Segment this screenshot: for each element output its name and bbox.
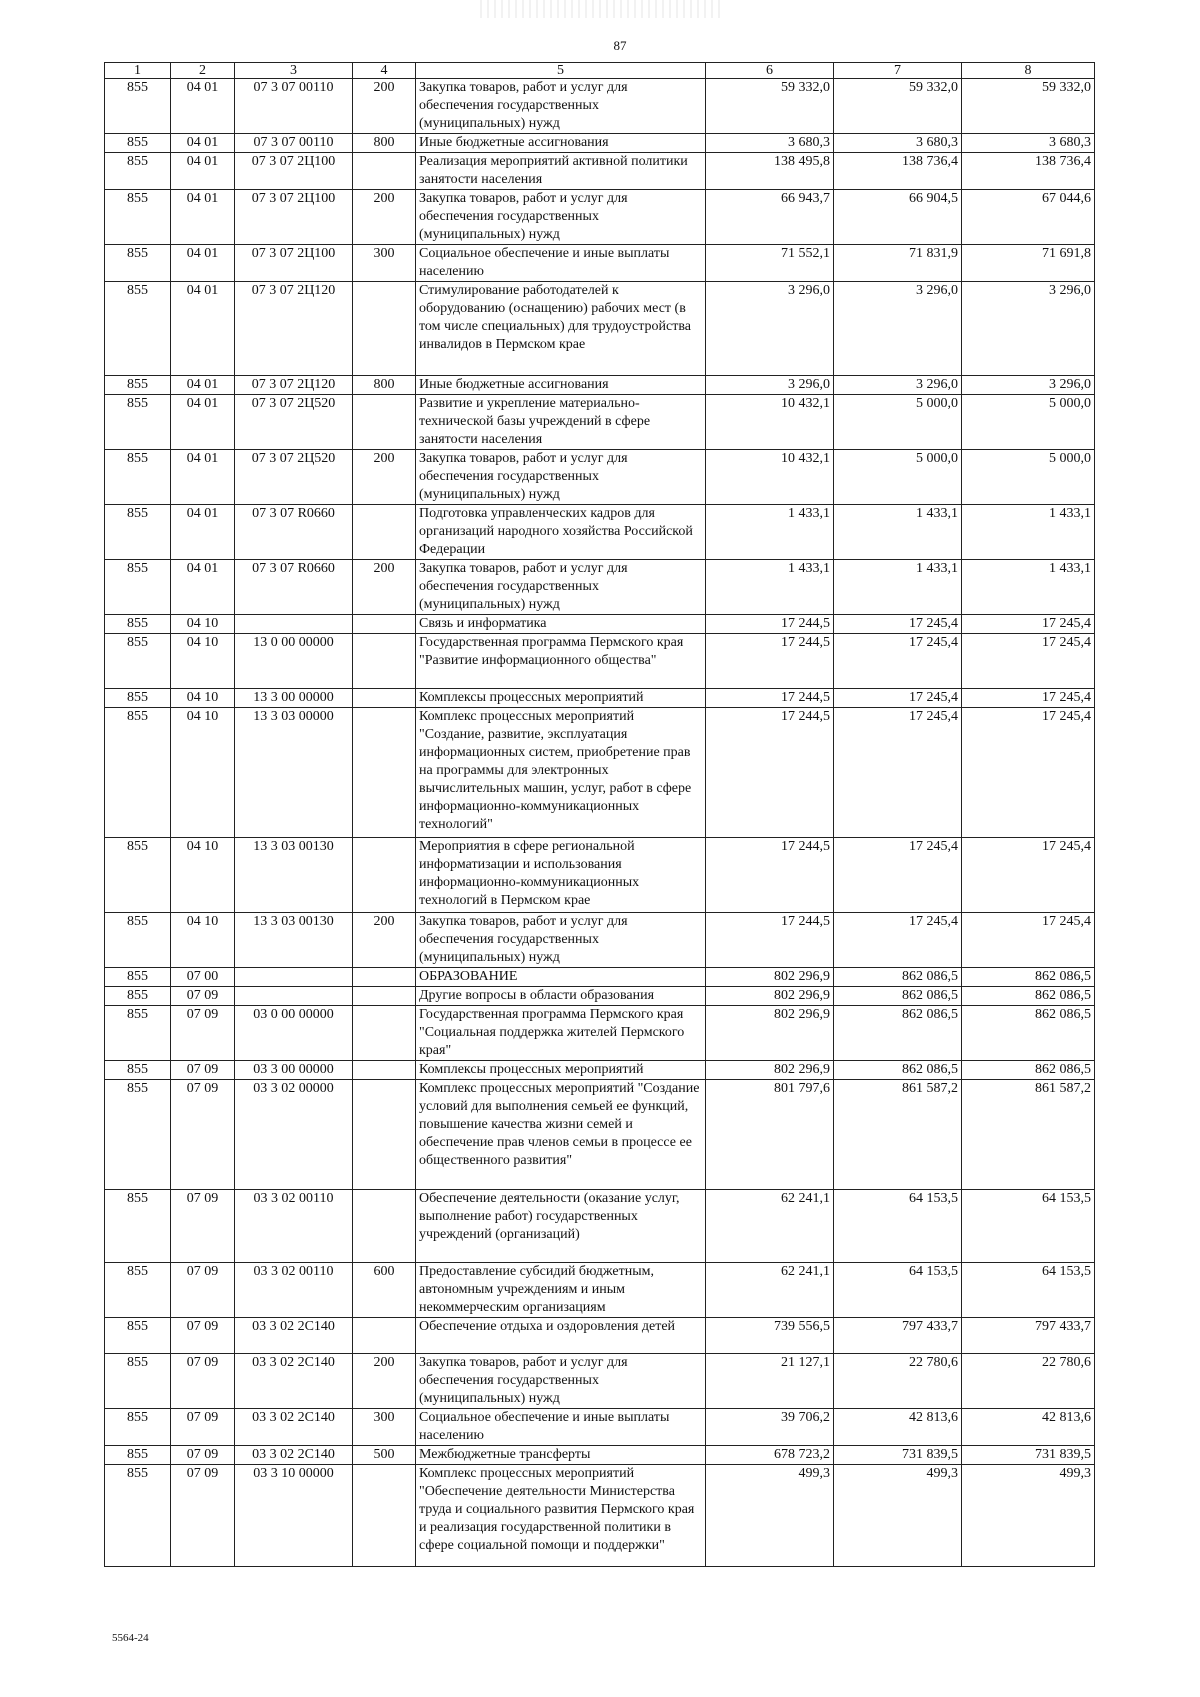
cell-section-code: 07 09 [171,1190,235,1263]
table-row [105,1409,1095,1446]
table-row [105,190,1095,245]
cell-amount-2: 862 086,5 [834,1006,962,1061]
cell-admin-code: 855 [105,1409,171,1446]
cell-admin-code: 855 [105,1263,171,1318]
cell-target-code: 07 3 07 00110 [235,79,353,134]
table-row [105,450,1095,505]
cell-section-code: 04 01 [171,376,235,395]
cell-amount-1: 138 495,8 [706,153,834,190]
cell-amount-3: 797 433,7 [962,1318,1095,1354]
cell-name: Обеспечение отдыха и оздоровления детей [416,1318,706,1354]
cell-amount-1: 71 552,1 [706,245,834,282]
cell-expense-type: 300 [353,1409,416,1446]
cell-admin-code: 855 [105,615,171,634]
cell-expense-type [353,1318,416,1354]
cell-admin-code: 855 [105,1318,171,1354]
table-row [105,634,1095,689]
header-col-4: 4 [353,63,416,79]
cell-amount-2: 797 433,7 [834,1318,962,1354]
cell-expense-type [353,282,416,376]
table-row [105,913,1095,968]
cell-section-code: 04 10 [171,615,235,634]
cell-name: Иные бюджетные ассигнования [416,134,706,153]
cell-name: Стимулирование работодателей к оборудованию (оснащению) рабочих мест (в том числе специальных) для трудоустройства инвалидов в Пермском крае [416,282,706,376]
cell-amount-1: 59 332,0 [706,79,834,134]
cell-amount-3: 499,3 [962,1465,1095,1567]
cell-section-code: 07 09 [171,1061,235,1080]
cell-name: Другие вопросы в области образования [416,987,706,1006]
cell-amount-2: 138 736,4 [834,153,962,190]
table-row [105,838,1095,913]
cell-name: Комплекс процессных мероприятий "Создание, развитие, эксплуатация информационных систем, приобретение прав на программы для электронных вычислительных машин, услуг, работ в сфере информационно-коммуникационных технологий" [416,708,706,838]
cell-amount-2: 59 332,0 [834,79,962,134]
cell-target-code: 03 3 00 00000 [235,1061,353,1080]
cell-section-code: 07 09 [171,1409,235,1446]
cell-target-code: 07 3 07 2Ц120 [235,282,353,376]
table-row [105,560,1095,615]
cell-expense-type: 200 [353,79,416,134]
cell-admin-code: 855 [105,450,171,505]
cell-name: Предоставление субсидий бюджетным, автономным учреждениям и иным некоммерческим организациям [416,1263,706,1318]
cell-expense-type [353,1061,416,1080]
cell-name: Связь и информатика [416,615,706,634]
cell-expense-type [353,395,416,450]
header-col-5: 5 [416,63,706,79]
cell-amount-1: 1 433,1 [706,505,834,560]
cell-target-code: 07 3 07 2Ц120 [235,376,353,395]
table-row [105,1465,1095,1567]
cell-target-code: 13 0 00 00000 [235,634,353,689]
cell-amount-1: 66 943,7 [706,190,834,245]
cell-expense-type [353,615,416,634]
cell-expense-type: 200 [353,450,416,505]
cell-amount-3: 862 086,5 [962,987,1095,1006]
cell-amount-2: 71 831,9 [834,245,962,282]
cell-amount-3: 862 086,5 [962,968,1095,987]
cell-amount-3: 1 433,1 [962,505,1095,560]
cell-admin-code: 855 [105,689,171,708]
cell-amount-2: 3 296,0 [834,376,962,395]
cell-amount-3: 67 044,6 [962,190,1095,245]
cell-amount-1: 17 244,5 [706,913,834,968]
cell-amount-1: 39 706,2 [706,1409,834,1446]
cell-name: Государственная программа Пермского края "Социальная поддержка жителей Пермского края" [416,1006,706,1061]
cell-admin-code: 855 [105,1061,171,1080]
cell-target-code: 03 3 02 2С140 [235,1354,353,1409]
cell-amount-1: 62 241,1 [706,1263,834,1318]
cell-target-code: 03 3 02 2С140 [235,1318,353,1354]
cell-expense-type [353,153,416,190]
cell-amount-1: 17 244,5 [706,615,834,634]
cell-expense-type [353,634,416,689]
cell-amount-3: 3 296,0 [962,376,1095,395]
cell-amount-2: 1 433,1 [834,505,962,560]
table-row [105,505,1095,560]
cell-target-code: 13 3 03 00000 [235,708,353,838]
table-row [105,689,1095,708]
table-row [105,1006,1095,1061]
cell-section-code: 07 09 [171,1006,235,1061]
cell-target-code: 07 3 07 00110 [235,134,353,153]
cell-amount-1: 801 797,6 [706,1080,834,1190]
document-code: 5564-24 [112,1632,149,1644]
cell-amount-2: 22 780,6 [834,1354,962,1409]
cell-section-code: 04 10 [171,913,235,968]
cell-amount-3: 64 153,5 [962,1190,1095,1263]
table-row [105,1061,1095,1080]
cell-amount-3: 861 587,2 [962,1080,1095,1190]
cell-amount-2: 66 904,5 [834,190,962,245]
cell-target-code: 07 3 07 R0660 [235,560,353,615]
cell-amount-1: 10 432,1 [706,395,834,450]
cell-target-code: 03 3 02 00000 [235,1080,353,1190]
cell-expense-type [353,689,416,708]
cell-amount-3: 17 245,4 [962,615,1095,634]
cell-name: Комплекс процессных мероприятий "Обеспечение деятельности Министерства труда и социального развития Пермского края и реализация государственной политики в сфере социальной помощи и поддержки" [416,1465,706,1567]
cell-name: Социальное обеспечение и иные выплаты населению [416,245,706,282]
cell-amount-1: 802 296,9 [706,1061,834,1080]
cell-section-code: 07 00 [171,968,235,987]
table-row [105,968,1095,987]
cell-admin-code: 855 [105,79,171,134]
cell-target-code [235,987,353,1006]
cell-amount-3: 64 153,5 [962,1263,1095,1318]
table-row [105,987,1095,1006]
cell-amount-3: 5 000,0 [962,450,1095,505]
cell-expense-type [353,1190,416,1263]
cell-amount-2: 64 153,5 [834,1263,962,1318]
cell-name: Государственная программа Пермского края "Развитие информационного общества" [416,634,706,689]
cell-amount-2: 17 245,4 [834,838,962,913]
cell-target-code: 03 3 02 2С140 [235,1409,353,1446]
cell-name: Социальное обеспечение и иные выплаты населению [416,1409,706,1446]
cell-admin-code: 855 [105,282,171,376]
cell-admin-code: 855 [105,708,171,838]
cell-target-code: 13 3 03 00130 [235,838,353,913]
cell-target-code: 07 3 07 2Ц100 [235,190,353,245]
cell-admin-code: 855 [105,190,171,245]
cell-target-code: 07 3 07 2Ц100 [235,245,353,282]
cell-name: Мероприятия в сфере региональной информатизации и использования информационно-коммуникационных технологий в Пермском крае [416,838,706,913]
cell-admin-code: 855 [105,245,171,282]
cell-name: Закупка товаров, работ и услуг для обеспечения государственных (муниципальных) нужд [416,79,706,134]
cell-name: Комплексы процессных мероприятий [416,1061,706,1080]
cell-section-code: 07 09 [171,1465,235,1567]
cell-amount-1: 678 723,2 [706,1446,834,1465]
cell-name: Иные бюджетные ассигнования [416,376,706,395]
cell-expense-type [353,1006,416,1061]
cell-name: ОБРАЗОВАНИЕ [416,968,706,987]
table-row [105,134,1095,153]
cell-section-code: 04 01 [171,282,235,376]
cell-amount-2: 5 000,0 [834,395,962,450]
cell-amount-1: 17 244,5 [706,634,834,689]
cell-amount-1: 3 296,0 [706,376,834,395]
cell-amount-2: 64 153,5 [834,1190,962,1263]
cell-amount-3: 17 245,4 [962,913,1095,968]
cell-expense-type [353,1465,416,1567]
cell-amount-1: 802 296,9 [706,987,834,1006]
cell-expense-type: 800 [353,376,416,395]
cell-section-code: 07 09 [171,1263,235,1318]
header-col-8: 8 [962,63,1095,79]
cell-admin-code: 855 [105,1190,171,1263]
cell-amount-1: 17 244,5 [706,708,834,838]
cell-target-code: 03 3 10 00000 [235,1465,353,1567]
cell-section-code: 04 01 [171,190,235,245]
cell-admin-code: 855 [105,505,171,560]
cell-section-code: 04 01 [171,560,235,615]
cell-admin-code: 855 [105,153,171,190]
cell-target-code: 13 3 03 00130 [235,913,353,968]
cell-target-code: 07 3 07 2Ц100 [235,153,353,190]
cell-name: Межбюджетные трансферты [416,1446,706,1465]
scan-artifact [480,0,720,18]
cell-amount-2: 862 086,5 [834,987,962,1006]
cell-admin-code: 855 [105,913,171,968]
cell-section-code: 04 01 [171,505,235,560]
cell-amount-1: 739 556,5 [706,1318,834,1354]
table-row [105,1318,1095,1354]
table-row [105,245,1095,282]
table-row [105,1354,1095,1409]
cell-amount-2: 17 245,4 [834,708,962,838]
cell-admin-code: 855 [105,1446,171,1465]
header-col-3: 3 [235,63,353,79]
cell-amount-2: 3 296,0 [834,282,962,376]
cell-amount-3: 71 691,8 [962,245,1095,282]
cell-admin-code: 855 [105,1465,171,1567]
cell-section-code: 07 09 [171,1354,235,1409]
cell-amount-1: 802 296,9 [706,968,834,987]
cell-admin-code: 855 [105,395,171,450]
cell-expense-type: 200 [353,913,416,968]
cell-amount-2: 499,3 [834,1465,962,1567]
table-row [105,395,1095,450]
cell-expense-type: 500 [353,1446,416,1465]
cell-amount-3: 42 813,6 [962,1409,1095,1446]
table-row [105,1190,1095,1263]
cell-name: Комплекс процессных мероприятий "Создание условий для выполнения семьей ее функций, повышение качества жизни семей и обеспечение прав членов семьи в процессе ее общественного развития" [416,1080,706,1190]
cell-section-code: 04 10 [171,634,235,689]
header-col-2: 2 [171,63,235,79]
table-row [105,79,1095,134]
cell-admin-code: 855 [105,1006,171,1061]
cell-section-code: 07 09 [171,1318,235,1354]
cell-amount-1: 62 241,1 [706,1190,834,1263]
cell-amount-3: 59 332,0 [962,79,1095,134]
cell-target-code: 07 3 07 2Ц520 [235,450,353,505]
cell-section-code: 04 01 [171,79,235,134]
cell-section-code: 07 09 [171,1446,235,1465]
cell-name: Развитие и укрепление материально-технической базы учреждений в сфере занятости населения [416,395,706,450]
cell-amount-3: 3 680,3 [962,134,1095,153]
cell-expense-type [353,505,416,560]
cell-target-code: 13 3 00 00000 [235,689,353,708]
cell-amount-3: 138 736,4 [962,153,1095,190]
cell-expense-type [353,1080,416,1190]
cell-section-code: 04 01 [171,153,235,190]
cell-section-code: 04 01 [171,395,235,450]
cell-amount-1: 1 433,1 [706,560,834,615]
cell-target-code: 03 0 00 00000 [235,1006,353,1061]
page-number: 87 [613,38,627,53]
cell-section-code: 04 01 [171,134,235,153]
cell-amount-3: 17 245,4 [962,708,1095,838]
table-row [105,615,1095,634]
table-header-row [105,63,1095,79]
cell-target-code: 07 3 07 R0660 [235,505,353,560]
cell-section-code: 04 10 [171,689,235,708]
cell-section-code: 04 01 [171,450,235,505]
cell-target-code: 03 3 02 2С140 [235,1446,353,1465]
cell-expense-type [353,708,416,838]
cell-amount-3: 17 245,4 [962,634,1095,689]
cell-amount-3: 1 433,1 [962,560,1095,615]
cell-amount-2: 862 086,5 [834,1061,962,1080]
cell-amount-3: 731 839,5 [962,1446,1095,1465]
table-row [105,282,1095,376]
cell-amount-2: 731 839,5 [834,1446,962,1465]
table-row [105,376,1095,395]
cell-admin-code: 855 [105,838,171,913]
cell-target-code [235,968,353,987]
cell-expense-type: 300 [353,245,416,282]
cell-amount-3: 862 086,5 [962,1061,1095,1080]
header-col-6: 6 [706,63,834,79]
cell-expense-type [353,968,416,987]
table-row [105,1446,1095,1465]
cell-name: Подготовка управленческих кадров для организаций народного хозяйства Российской Федерации [416,505,706,560]
cell-name: Закупка товаров, работ и услуг для обеспечения государственных (муниципальных) нужд [416,450,706,505]
header-col-7: 7 [834,63,962,79]
cell-section-code: 07 09 [171,987,235,1006]
cell-section-code: 07 09 [171,1080,235,1190]
cell-amount-2: 42 813,6 [834,1409,962,1446]
cell-amount-1: 10 432,1 [706,450,834,505]
cell-admin-code: 855 [105,134,171,153]
cell-target-code: 03 3 02 00110 [235,1190,353,1263]
cell-amount-3: 17 245,4 [962,689,1095,708]
cell-name: Закупка товаров, работ и услуг для обеспечения государственных (муниципальных) нужд [416,1354,706,1409]
cell-admin-code: 855 [105,968,171,987]
cell-name: Реализация мероприятий активной политики занятости населения [416,153,706,190]
table-row [105,1080,1095,1190]
cell-amount-1: 499,3 [706,1465,834,1567]
cell-name: Закупка товаров, работ и услуг для обеспечения государственных (муниципальных) нужд [416,913,706,968]
cell-amount-3: 862 086,5 [962,1006,1095,1061]
table-row [105,1263,1095,1318]
cell-expense-type: 200 [353,1354,416,1409]
cell-expense-type [353,838,416,913]
cell-admin-code: 855 [105,1080,171,1190]
cell-amount-3: 5 000,0 [962,395,1095,450]
cell-amount-2: 5 000,0 [834,450,962,505]
cell-expense-type: 200 [353,560,416,615]
budget-table [104,62,1095,1567]
cell-admin-code: 855 [105,1354,171,1409]
cell-section-code: 04 01 [171,245,235,282]
table-body [105,79,1095,1567]
cell-expense-type: 600 [353,1263,416,1318]
cell-target-code: 03 3 02 00110 [235,1263,353,1318]
cell-amount-3: 3 296,0 [962,282,1095,376]
cell-amount-1: 17 244,5 [706,838,834,913]
cell-amount-1: 3 296,0 [706,282,834,376]
cell-admin-code: 855 [105,987,171,1006]
cell-amount-2: 3 680,3 [834,134,962,153]
cell-target-code [235,615,353,634]
cell-admin-code: 855 [105,634,171,689]
cell-name: Закупка товаров, работ и услуг для обеспечения государственных (муниципальных) нужд [416,560,706,615]
cell-target-code: 07 3 07 2Ц520 [235,395,353,450]
cell-amount-2: 17 245,4 [834,913,962,968]
cell-amount-1: 21 127,1 [706,1354,834,1409]
cell-name: Комплексы процессных мероприятий [416,689,706,708]
cell-expense-type [353,987,416,1006]
table-row [105,708,1095,838]
cell-amount-1: 3 680,3 [706,134,834,153]
cell-expense-type: 200 [353,190,416,245]
cell-amount-2: 861 587,2 [834,1080,962,1190]
cell-amount-2: 17 245,4 [834,689,962,708]
cell-admin-code: 855 [105,376,171,395]
cell-amount-2: 862 086,5 [834,968,962,987]
cell-amount-2: 1 433,1 [834,560,962,615]
cell-section-code: 04 10 [171,838,235,913]
cell-amount-1: 802 296,9 [706,1006,834,1061]
cell-amount-3: 17 245,4 [962,838,1095,913]
cell-expense-type: 800 [353,134,416,153]
cell-amount-1: 17 244,5 [706,689,834,708]
header-col-1: 1 [105,63,171,79]
table-row [105,153,1095,190]
cell-section-code: 04 10 [171,708,235,838]
cell-amount-3: 22 780,6 [962,1354,1095,1409]
cell-amount-2: 17 245,4 [834,634,962,689]
cell-name: Закупка товаров, работ и услуг для обеспечения государственных (муниципальных) нужд [416,190,706,245]
cell-amount-2: 17 245,4 [834,615,962,634]
cell-name: Обеспечение деятельности (оказание услуг, выполнение работ) государственных учреждений (организаций) [416,1190,706,1263]
cell-admin-code: 855 [105,560,171,615]
